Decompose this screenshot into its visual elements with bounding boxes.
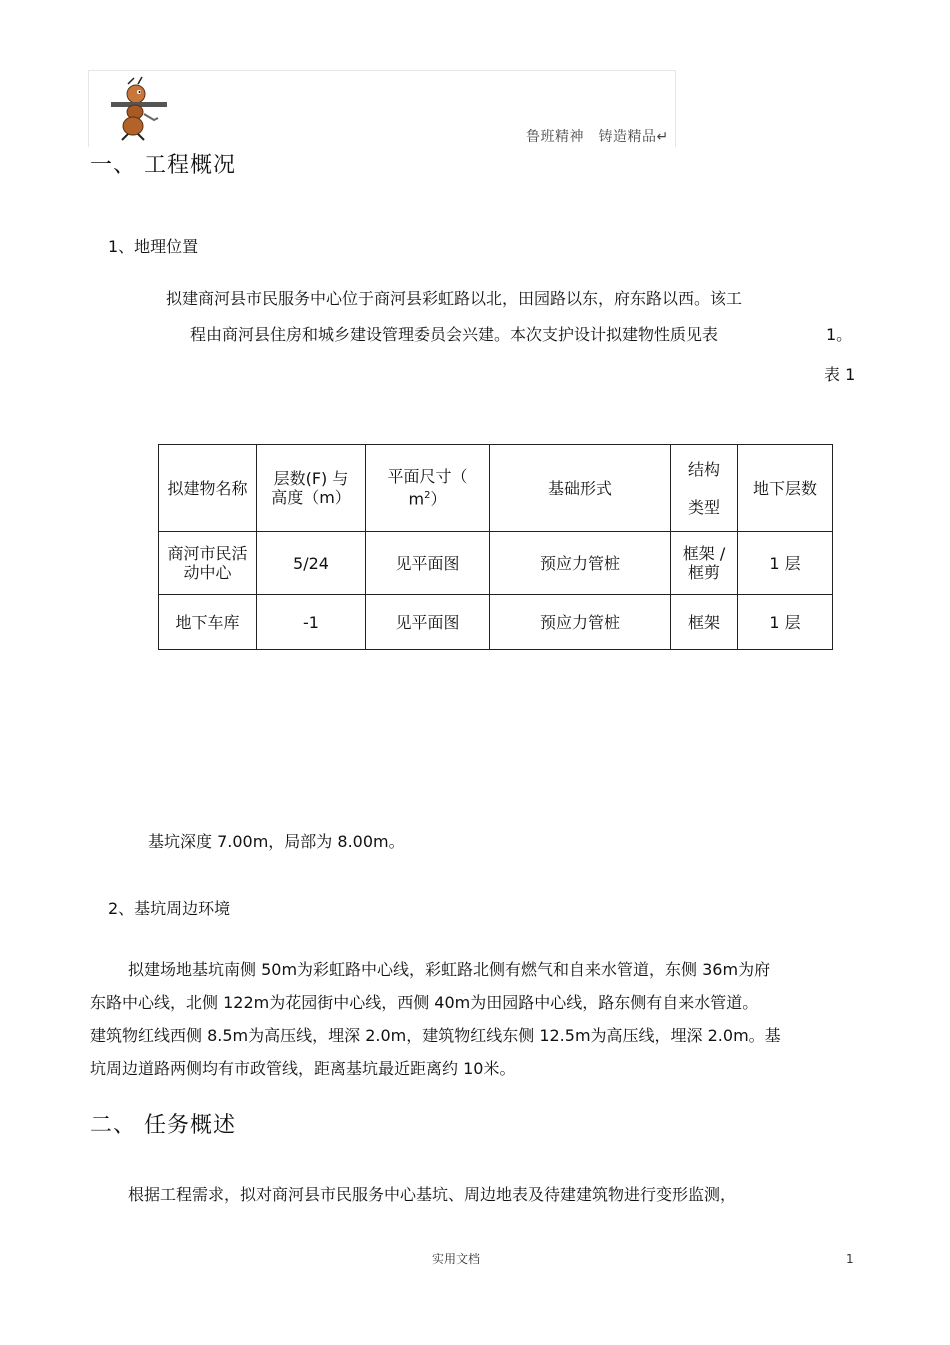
header-foundation: 基础形式 [490, 445, 671, 532]
table-caption: 表 1 [824, 365, 856, 384]
cell-name: 商河市民活 动中心 [159, 532, 257, 595]
footer-label: 实用文档 [432, 1252, 481, 1266]
page-number: 1 [846, 1252, 854, 1266]
table-header-row [159, 445, 833, 532]
header-basement: 地下层数 [738, 445, 833, 532]
cell-basement: 1 层 [738, 595, 833, 650]
ant-mascot-logo [108, 76, 170, 142]
section-title-overview: 一、 工程概况 [90, 153, 236, 178]
table-row [159, 595, 833, 650]
cell-area: 见平面图 [366, 532, 490, 595]
subsection-title-location: 1、地理位置 [108, 237, 199, 256]
header-area: 平面尺寸（ $m^2$） [366, 445, 490, 532]
surroundings-line4: 坑周边道路两侧均有市政管线，距离基坑最近距离约 10米。 [90, 1059, 516, 1078]
location-paragraph-line1: 拟建商河县市民服务中心位于商河县彩虹路以北，田园路以东，府东路以西。该工 [166, 289, 743, 308]
cell-foundation: 预应力管桩 [490, 595, 671, 650]
surroundings-line2: 东路中心线，北侧 122m为花园街中心线，西侧 40m为田园路中心线，路东侧有自来水管道。 [90, 993, 759, 1012]
pit-depth-text: 基坑深度 7.00m，局部为 8.00m。 [148, 832, 405, 851]
table-reference: 1。 [826, 325, 853, 344]
header-slogan: 鲁班精神 铸造精品↵ [526, 129, 669, 145]
header-floors: 层数(F) 与 高度（m） [257, 445, 366, 532]
cell-structure: 框架 / 框剪 [671, 532, 738, 595]
section-title-task: 二、 任务概述 [90, 1113, 236, 1138]
header-name: 拟建物名称 [159, 445, 257, 532]
cell-floors: -1 [257, 595, 366, 650]
cell-foundation: 预应力管桩 [490, 532, 671, 595]
cell-floors: 5/24 [257, 532, 366, 595]
surroundings-line1: 拟建场地基坑南侧 50m为彩虹路中心线，彩虹路北侧有燃气和自来水管道，东侧 36m为府 [128, 960, 771, 979]
subsection-title-surroundings: 2、基坑周边环境 [108, 899, 231, 918]
cell-area: 见平面图 [366, 595, 490, 650]
header-structure: 结构 类型 [671, 445, 738, 532]
location-paragraph-line2: 程由商河县住房和城乡建设管理委员会兴建。本次支护设计拟建物性质见表 [190, 325, 719, 344]
table-row [159, 532, 833, 595]
building-properties-table [158, 444, 833, 650]
surroundings-line3: 建筑物红线西侧 8.5m为高压线，埋深 2.0m，建筑物红线东侧 12.5m为高压线，埋深 2.0m。基 [90, 1026, 781, 1045]
cell-name: 地下车库 [159, 595, 257, 650]
cell-basement: 1 层 [738, 532, 833, 595]
task-paragraph: 根据工程需求，拟对商河县市民服务中心基坑、周边地表及待建建筑物进行变形监测， [128, 1185, 737, 1204]
cell-structure: 框架 [671, 595, 738, 650]
